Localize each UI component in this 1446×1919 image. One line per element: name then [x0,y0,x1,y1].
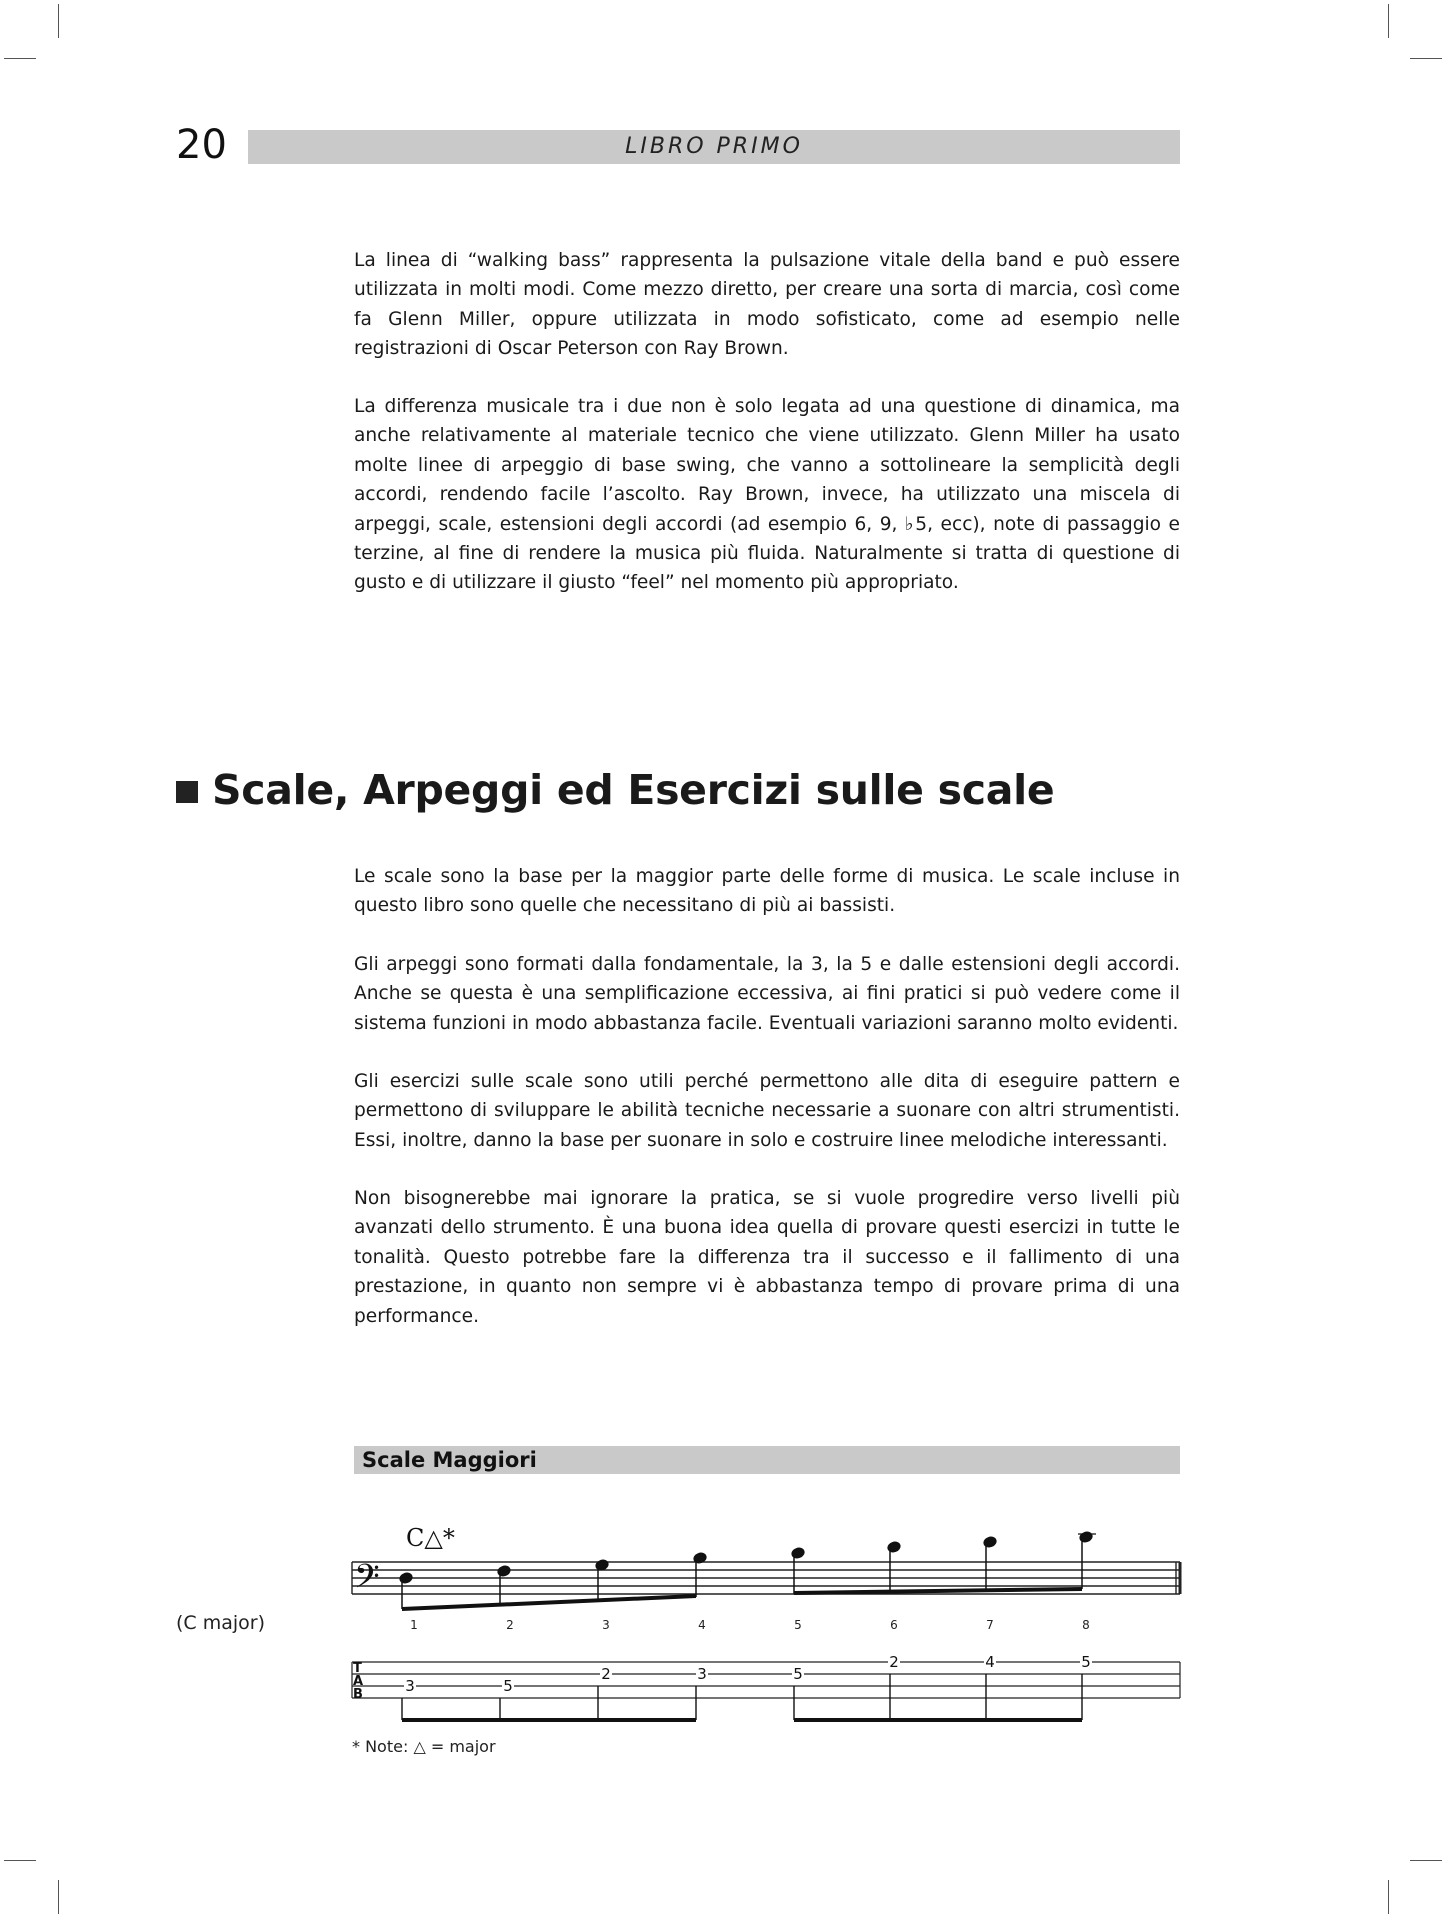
scale-degree: 4 [698,1618,706,1632]
crop-mark [1410,1860,1442,1861]
running-header-title: LIBRO PRIMO [625,134,803,159]
chord-symbol: C△* [406,1524,455,1552]
note-head [983,1536,997,1549]
crop-mark [58,4,59,38]
tab-letter: B [353,1687,363,1702]
note-head [887,1541,901,1554]
tab-letter: T [353,1661,362,1676]
subsection-title: Scale Maggiori [362,1448,537,1472]
body-paragraph: Le scale sono la base per la maggior parte delle forme di musica. Le scale incluse in questo libro sono quelle che necessitano di più ai bassisti. [354,866,1180,917]
scale-degree: 1 [410,1618,418,1632]
page-number: 20 [176,122,227,168]
crop-mark [1388,1880,1389,1914]
scale-degree: 7 [986,1618,994,1632]
tab-fret: 3 [697,1665,707,1683]
section-heading-text: Scale, Arpeggi ed Esercizi sulle scale [212,766,1055,814]
scale-degree: 6 [890,1618,898,1632]
body-paragraph: Gli arpeggi sono formati dalla fondamentale, la 3, la 5 e dalle estensioni degli accordi. Anche se questa è una semplificazione eccessiva, ai fini pratici si può vedere come il sistema funzioni in modo abbastanza facile. Eventuali variazioni saranno molto evidenti. [354,954,1180,1034]
crop-mark [1410,58,1442,59]
tab-fret: 3 [405,1677,415,1695]
crop-mark [58,1880,59,1914]
intro-paragraph: La differenza musicale tra i due non è solo legata ad una questione di dinamica, ma anche relativamente al materiale tecnico che viene utilizzato. Glenn Miller ha usato molte linee di arpeggio di base swing, che vanno a sottolineare la semplicità degli accordi, rendendo facile l’ascolto. Ray Brown, invece, ha utilizzato una miscela di arpeggi, scale, estensioni degli accordi (ad esempio 6, 9, ♭5, ecc), note di passaggio e terzine, al fine di rendere la musica più fluida. Naturalmente si tratta di questione di gusto e di utilizzare il giusto “feel” nel momento più appropriato. [354,396,1180,594]
tab-fret: 5 [1081,1653,1091,1671]
tab-fret: 2 [601,1665,611,1683]
scale-degree: 8 [1082,1618,1090,1632]
scale-degree: 3 [602,1618,610,1632]
subsection-bar [354,1446,1180,1474]
scale-degree: 2 [506,1618,514,1632]
crop-mark [1388,4,1389,38]
note-head [1079,1531,1093,1544]
tab-fret: 4 [985,1653,995,1671]
scale-label: (C major) [176,1612,265,1634]
running-header-bar [248,130,1180,164]
body-paragraph: Gli esercizi sulle scale sono utili perché permettono alle dita di eseguire pattern e permettono di sviluppare le abilità tecniche necessarie a suonare con altri strumentisti. Essi, inoltre, danno la base per suonare in solo e costruire linee melodiche interessanti. [354,1071,1180,1151]
scale-degree: 5 [794,1618,802,1632]
crop-mark [4,1860,36,1861]
tab-fret: 5 [793,1665,803,1683]
section-heading [176,760,1054,820]
tab-fret: 2 [889,1653,899,1671]
tab-beam [794,1718,1082,1722]
note-head [399,1572,413,1585]
note-head [791,1547,805,1560]
square-bullet-icon [176,781,198,803]
body-paragraph: Non bisognerebbe mai ignorare la pratica, se si vuole progredire verso livelli più avanzati dello strumento. È una buona idea quella di provare questi esercizi in tutte le tonalità. Questo potrebbe fare la differenza tra il successo e il fallimento di una prestazione, in quanto non sempre vi è abbastanza tempo di provare prima di una performance. [354,1188,1180,1327]
tab-fret: 5 [503,1677,513,1695]
footnote: * Note: △ = major [352,1737,496,1756]
bass-clef-icon: 𝄢 [354,1558,380,1604]
tab-beam [402,1718,696,1722]
tab-letter: A [353,1674,364,1689]
note-head [497,1565,511,1578]
crop-mark [4,58,36,59]
music-notation [340,1510,1190,1734]
beam [402,1594,696,1611]
tab-lines [352,1662,1180,1698]
intro-paragraph: La linea di “walking bass” rappresenta la pulsazione vitale della band e può essere utilizzata in molti modi. Come mezzo diretto, per creare una sorta di marcia, così come fa Glenn Miller, oppure utilizzata in modo sofisticato, come ad esempio nelle registrazioni di Oscar Peterson con Ray Brown. [354,250,1180,360]
